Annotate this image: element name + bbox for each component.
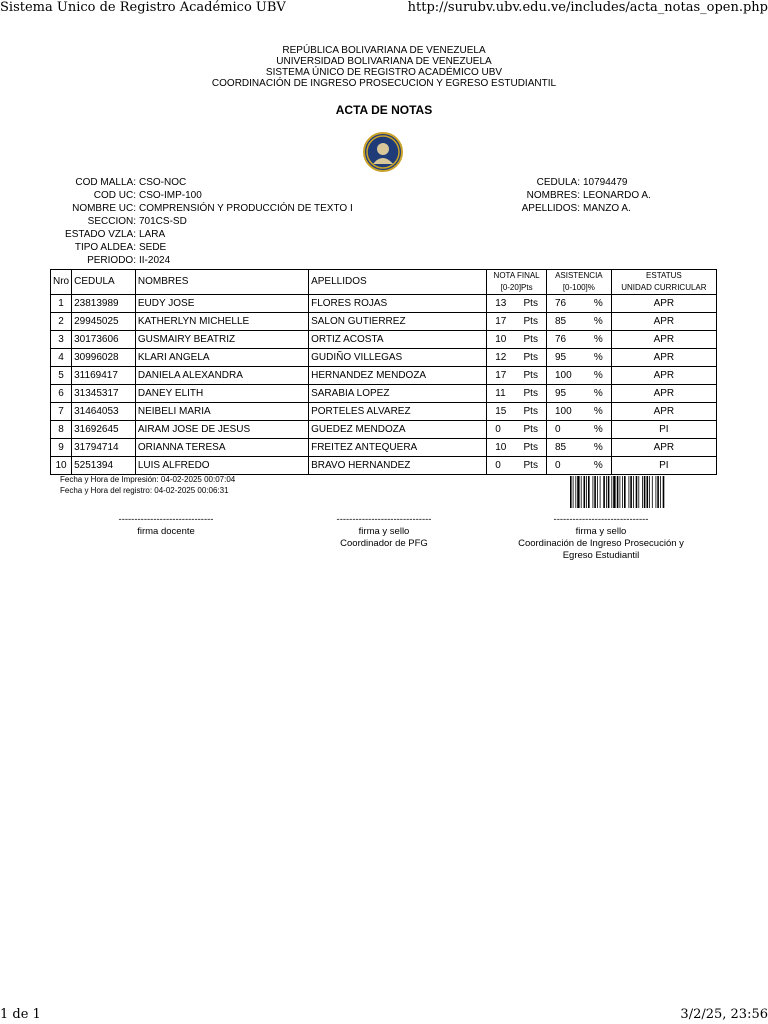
barcode-bar [638, 476, 639, 508]
cell-nota [487, 439, 547, 457]
barcode-bar [663, 476, 665, 508]
asistencia-value: 76 [554, 297, 567, 309]
info-row [40, 176, 353, 189]
cell-nombres: GUSMAIRY BEATRIZ [135, 331, 308, 349]
pts-unit: Pts [523, 459, 538, 471]
table-row [51, 349, 717, 367]
table-row [51, 295, 717, 313]
header-line: REPÚBLICA BOLIVARIANA DE VENEZUELA [282, 45, 486, 56]
cell-estatus: APR [611, 403, 716, 421]
cell-nro: 9 [51, 439, 72, 457]
pts-unit: Pts [523, 333, 538, 345]
cell-estatus: APR [611, 295, 716, 313]
cell-apellidos: FLORES ROJAS [309, 295, 487, 313]
col-cedula: CEDULA [72, 270, 136, 295]
cell-estatus: APR [611, 439, 716, 457]
barcode-icon [570, 476, 702, 508]
cell-estatus: APR [611, 367, 716, 385]
cell-nota [487, 295, 547, 313]
pct-unit: % [593, 459, 603, 471]
cell-apellidos: SARABIA LOPEZ [309, 385, 487, 403]
info-label: ESTADO VZLA: [65, 229, 136, 240]
cell-cedula: 5251394 [72, 457, 136, 475]
cell-apellidos: GUEDEZ MENDOZA [309, 421, 487, 439]
cell-cedula: 31692645 [72, 421, 136, 439]
registry-timestamp: Fecha y Hora del registro: 04-02-2025 00:06:31 [60, 486, 229, 495]
cell-nombres: KLARI ANGELA [135, 349, 308, 367]
cell-asistencia [546, 439, 611, 457]
barcode-bar [584, 476, 586, 508]
pts-unit: Pts [523, 315, 538, 327]
barcode-bar [608, 476, 610, 508]
info-value: 10794479 [583, 177, 628, 188]
cell-nro: 4 [51, 349, 72, 367]
signature-text: Egreso Estudiantil [562, 550, 640, 561]
cell-nombres: KATHERLYN MICHELLE [135, 313, 308, 331]
nota-value: 11 [495, 387, 506, 399]
asistencia-value: 0 [554, 423, 561, 435]
info-value: 701CS-SD [139, 216, 187, 227]
barcode-bar [581, 476, 582, 508]
asistencia-value: 76 [554, 333, 567, 345]
barcode-bar [603, 476, 605, 508]
header-line: COORDINACIÓN DE INGRESO PROSECUCION Y EGRESO ESTUDIANTIL [211, 78, 557, 89]
barcode-bar [600, 476, 601, 508]
pct-unit: % [593, 369, 603, 381]
cell-nro: 6 [51, 385, 72, 403]
table-row [51, 421, 717, 439]
cell-cedula: 31794714 [72, 439, 136, 457]
asistencia-value: 0 [554, 459, 561, 471]
col-nota-l1: NOTA FINAL [493, 271, 540, 280]
col-estatus [611, 270, 716, 295]
col-asistencia [546, 270, 611, 295]
info-label: TIPO ALDEA: [74, 242, 136, 253]
barcode-bar [630, 476, 632, 508]
browser-header [0, 0, 768, 18]
cell-nombres: AIRAM JOSE DE JESUS [135, 421, 308, 439]
page-url: http://surubv.ubv.edu.ve/includes/acta_notas_open.php [407, 0, 768, 15]
table-row [51, 403, 717, 421]
cell-asistencia [546, 385, 611, 403]
signature-coordinacion [501, 514, 701, 562]
course-info [40, 176, 353, 267]
signature-text: firma y sello [575, 526, 627, 537]
asistencia-value: 100 [554, 369, 572, 381]
cell-estatus: PI [611, 457, 716, 475]
barcode-bar [642, 476, 643, 508]
col-nombres: NOMBRES [135, 270, 308, 295]
col-estatus-l2: UNIDAD CURRICULAR [621, 283, 707, 292]
signature-line: ------------------------------ [118, 514, 214, 525]
browser-footer [0, 1004, 768, 1024]
barcode-bar [633, 476, 634, 508]
barcode-bar [649, 476, 650, 508]
col-estatus-l1: ESTATUS [646, 271, 682, 280]
info-row [40, 228, 353, 241]
barcode-bar [622, 476, 623, 508]
pts-unit: Pts [523, 297, 538, 309]
barcode-bar [613, 476, 615, 508]
asistencia-value: 85 [554, 315, 567, 327]
barcode-bar [660, 476, 661, 508]
table-row [51, 331, 717, 349]
info-row [40, 202, 353, 215]
cell-apellidos: PORTELES ALVAREZ [309, 403, 487, 421]
info-row [480, 189, 651, 202]
cell-nombres: LUIS ALFREDO [135, 457, 308, 475]
pts-unit: Pts [523, 441, 538, 453]
cell-cedula: 31169417 [72, 367, 136, 385]
pct-unit: % [593, 315, 603, 327]
pts-unit: Pts [523, 387, 538, 399]
col-nota [487, 270, 547, 295]
info-row [40, 241, 353, 254]
signature-line: ------------------------------ [336, 514, 432, 525]
cell-nota [487, 421, 547, 439]
barcode-bar [617, 476, 619, 508]
col-nota-l2: [0-20]Pts [500, 283, 533, 292]
page-title: Sistema Unico de Registro Académico UBV [0, 0, 286, 15]
signature-line: ------------------------------ [553, 514, 649, 525]
cell-nota [487, 403, 547, 421]
asistencia-value: 95 [554, 387, 567, 399]
cell-nombres: DANIELA ALEXANDRA [135, 367, 308, 385]
page-count: 1 de 1 [0, 1007, 41, 1022]
pts-unit: Pts [523, 405, 538, 417]
cell-asistencia [546, 421, 611, 439]
timestamps [60, 474, 235, 496]
barcode-bar [656, 476, 657, 508]
pct-unit: % [593, 297, 603, 309]
barcode-bar [636, 476, 638, 508]
ubv-seal-icon [363, 132, 403, 172]
cell-estatus: APR [611, 385, 716, 403]
pct-unit: % [593, 351, 603, 363]
signature-text: Coordinador de PFG [340, 538, 428, 549]
pct-unit: % [593, 405, 603, 417]
cell-nota [487, 385, 547, 403]
barcode-bar [657, 476, 659, 508]
cell-nro: 2 [51, 313, 72, 331]
table-header-row [51, 270, 717, 295]
nota-value: 0 [495, 459, 501, 471]
header-line: SISTEMA ÚNICO DE REGISTRO ACADÉMICO UBV [265, 67, 503, 78]
barcode-bar [629, 476, 630, 508]
cell-nombres: NEIBELI MARIA [135, 403, 308, 421]
nota-value: 15 [495, 405, 507, 417]
col-asis-l1: ASISTENCIA [555, 271, 603, 280]
cell-apellidos: FREITEZ ANTEQUERA [309, 439, 487, 457]
barcode-bar [577, 476, 579, 508]
barcode-bar [594, 476, 596, 508]
asistencia-value: 85 [554, 441, 567, 453]
cell-cedula: 30173606 [72, 331, 136, 349]
info-value: COMPRENSIÓN Y PRODUCCIÓN DE TEXTO I [139, 203, 353, 214]
cell-cedula: 30996028 [72, 349, 136, 367]
barcode-bar [593, 476, 594, 508]
barcode-bar [644, 476, 646, 508]
barcode-bar [620, 476, 621, 508]
cell-nro: 3 [51, 331, 72, 349]
cell-apellidos: GUDIÑO VILLEGAS [309, 349, 487, 367]
barcode-bar [597, 476, 598, 508]
barcode-bar [575, 476, 576, 508]
cell-nota [487, 367, 547, 385]
info-value: LEONARDO A. [583, 190, 651, 201]
pct-unit: % [593, 387, 603, 399]
cell-nro: 1 [51, 295, 72, 313]
barcode-bar [606, 476, 607, 508]
info-label: APELLIDOS: [521, 203, 580, 214]
info-value: LARA [139, 229, 166, 240]
info-row [480, 202, 651, 215]
cell-nombres: ORIANNA TERESA [135, 439, 308, 457]
cell-apellidos: BRAVO HERNANDEZ [309, 457, 487, 475]
nota-value: 13 [495, 297, 507, 309]
pts-unit: Pts [523, 423, 538, 435]
info-label: SECCION: [87, 216, 136, 227]
barcode-bar [573, 476, 574, 508]
print-timestamp: Fecha y Hora de Impresión: 04-02-2025 00:07:04 [60, 475, 236, 484]
info-label: NOMBRE UC: [72, 203, 136, 214]
barcode-bar [588, 476, 590, 508]
signature-text: firma docente [137, 526, 195, 537]
grades-table [50, 269, 717, 475]
cell-asistencia [546, 331, 611, 349]
info-label: PERIODO: [87, 255, 136, 266]
signature-text: Coordinación de Ingreso Prosecución y [518, 538, 684, 549]
barcode-bar [624, 476, 626, 508]
nota-value: 17 [495, 315, 507, 327]
pts-unit: Pts [523, 369, 538, 381]
table-row [51, 439, 717, 457]
teacher-info [480, 176, 651, 215]
info-label: COD UC: [93, 190, 136, 201]
signature-coordinador [284, 514, 484, 550]
header-line: UNIVERSIDAD BOLIVARIANA DE VENEZUELA [276, 56, 492, 67]
col-nro: Nro [51, 270, 72, 295]
cell-cedula: 31345317 [72, 385, 136, 403]
cell-nota [487, 313, 547, 331]
cell-cedula: 31464053 [72, 403, 136, 421]
cell-asistencia [546, 295, 611, 313]
signature-text: firma y sello [358, 526, 410, 537]
cell-apellidos: SALON GUTIERREZ [309, 313, 487, 331]
cell-nota [487, 349, 547, 367]
cell-nro: 7 [51, 403, 72, 421]
pct-unit: % [593, 333, 603, 345]
info-label: NOMBRES: [526, 190, 580, 201]
nota-value: 10 [495, 441, 507, 453]
info-value: SEDE [139, 242, 167, 253]
nota-value: 0 [495, 423, 501, 435]
cell-estatus: APR [611, 313, 716, 331]
cell-asistencia [546, 403, 611, 421]
barcode-bar [652, 476, 653, 508]
table-row [51, 367, 717, 385]
info-value: MANZO A. [583, 203, 631, 214]
cell-estatus: PI [611, 421, 716, 439]
cell-nombres: EUDY JOSE [135, 295, 308, 313]
barcode-bar [647, 476, 649, 508]
info-value: CSO-IMP-100 [139, 190, 202, 201]
table-row [51, 313, 717, 331]
info-value: II-2024 [139, 255, 171, 266]
info-label: CEDULA: [536, 177, 580, 188]
col-apellidos: APELLIDOS [309, 270, 487, 295]
cell-nro: 10 [51, 457, 72, 475]
nota-value: 10 [495, 333, 507, 345]
info-row [40, 189, 353, 202]
col-asis-l2: [0-100]% [562, 283, 595, 292]
pts-unit: Pts [523, 351, 538, 363]
cell-asistencia [546, 313, 611, 331]
cell-cedula: 29945025 [72, 313, 136, 331]
cell-asistencia [546, 367, 611, 385]
cell-nombres: DANEY ELITH [135, 385, 308, 403]
nota-value: 17 [495, 369, 507, 381]
barcode-bar [611, 476, 612, 508]
info-value: CSO-NOC [139, 177, 187, 188]
print-datetime: 3/2/25, 23:56 [680, 1007, 768, 1022]
cell-cedula: 23813989 [72, 295, 136, 313]
info-row [480, 176, 651, 189]
asistencia-value: 100 [554, 405, 572, 417]
cell-nro: 8 [51, 421, 72, 439]
info-row [40, 215, 353, 228]
table-row [51, 457, 717, 475]
cell-apellidos: HERNANDEZ MENDOZA [309, 367, 487, 385]
barcode-bar [586, 476, 587, 508]
cell-nro: 5 [51, 367, 72, 385]
nota-value: 12 [495, 351, 507, 363]
cell-asistencia [546, 457, 611, 475]
pct-unit: % [593, 423, 603, 435]
signature-docente [66, 514, 266, 538]
info-label: COD MALLA: [75, 177, 136, 188]
cell-estatus: APR [611, 331, 716, 349]
barcode-bar [570, 476, 572, 508]
asistencia-value: 95 [554, 351, 567, 363]
cell-nota [487, 331, 547, 349]
cell-estatus: APR [611, 349, 716, 367]
info-row [40, 254, 353, 267]
cell-nota [487, 457, 547, 475]
cell-apellidos: ORTIZ ACOSTA [309, 331, 487, 349]
cell-asistencia [546, 349, 611, 367]
table-row [51, 385, 717, 403]
institution-header [0, 45, 768, 89]
document-title: ACTA DE NOTAS [335, 103, 433, 117]
pct-unit: % [593, 441, 603, 453]
